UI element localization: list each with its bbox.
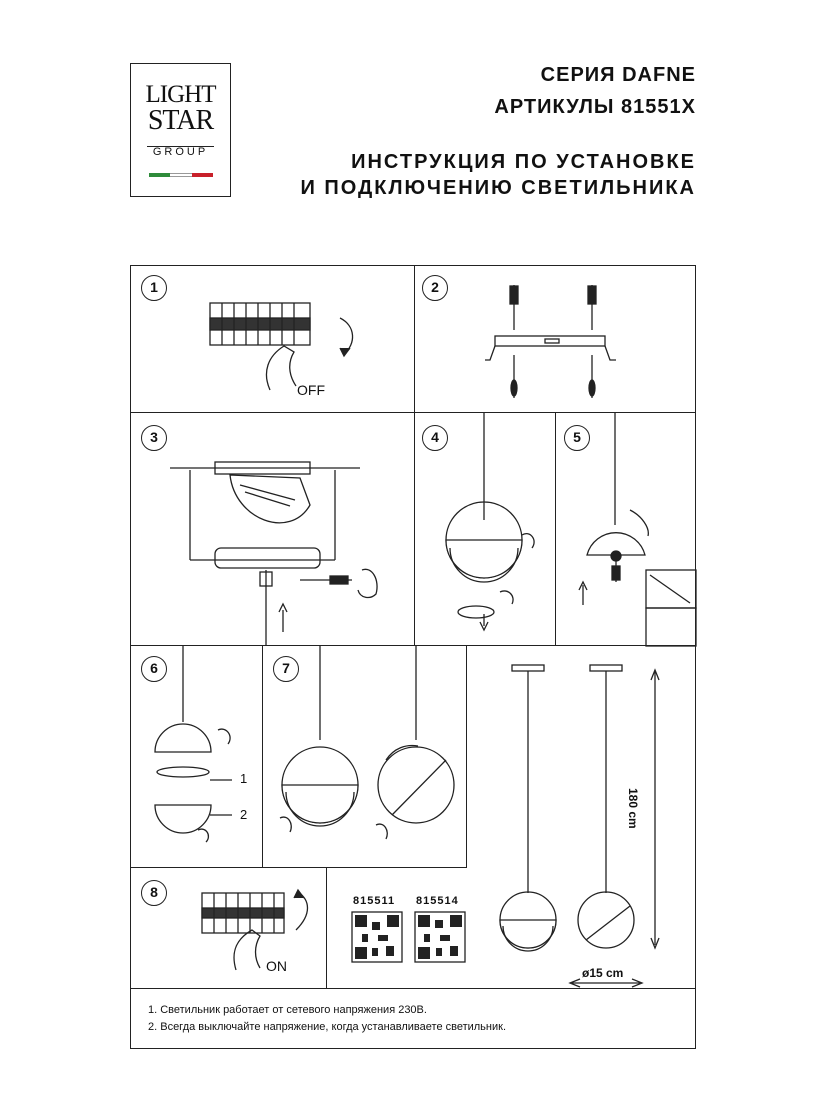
article-code-1: 815511: [353, 895, 396, 907]
qr-codes: [352, 912, 465, 962]
note-2: 2. Всегда выключайте напряжение, когда устанавливаете светильник.: [148, 1021, 507, 1033]
step-number-5: 5: [564, 425, 590, 451]
height-dimension: 180 cm: [626, 788, 640, 829]
shade-parts-icon: [155, 645, 232, 842]
canopy-wiring-icon: [170, 462, 377, 645]
off-label: OFF: [297, 382, 325, 398]
breaker-panel-off-icon: [210, 303, 353, 390]
article-code-2: 815514: [416, 895, 459, 907]
logo-line-3: GROUP: [152, 146, 209, 158]
globe-assembly-icon: [446, 412, 534, 630]
globe-rotation-icon: [280, 645, 454, 839]
on-label: ON: [266, 958, 287, 974]
step-number-3: 3: [141, 425, 167, 451]
step-number-6: 6: [141, 656, 167, 682]
mounting-bracket-icon: [485, 285, 616, 398]
logo-line-1: LIGHT: [145, 81, 216, 108]
step-number-8: 8: [141, 880, 167, 906]
instruction-title-1: ИНСТРУКЦИЯ ПО УСТАНОВКЕ: [351, 151, 696, 173]
shade-fixing-icon: [579, 412, 696, 646]
articles-title: АРТИКУЛЫ 81551X: [494, 96, 696, 118]
part-2-label: 2: [240, 807, 248, 822]
step-number-1: 1: [141, 275, 167, 301]
note-1: 1. Светильник работает от сетевого напряжения 230В.: [148, 1004, 427, 1016]
breaker-panel-on-icon: [202, 890, 308, 970]
step-number-2: 2: [422, 275, 448, 301]
logo-line-2: STAR: [147, 105, 214, 136]
diameter-dimension: ø15 cm: [582, 966, 624, 980]
step-number-4: 4: [422, 425, 448, 451]
part-1-label: 1: [240, 771, 248, 786]
step-number-7: 7: [273, 656, 299, 682]
instruction-title-2: И ПОДКЛЮЧЕНИЮ СВЕТИЛЬНИКА: [300, 177, 696, 199]
series-title: СЕРИЯ DAFNE: [540, 64, 696, 86]
